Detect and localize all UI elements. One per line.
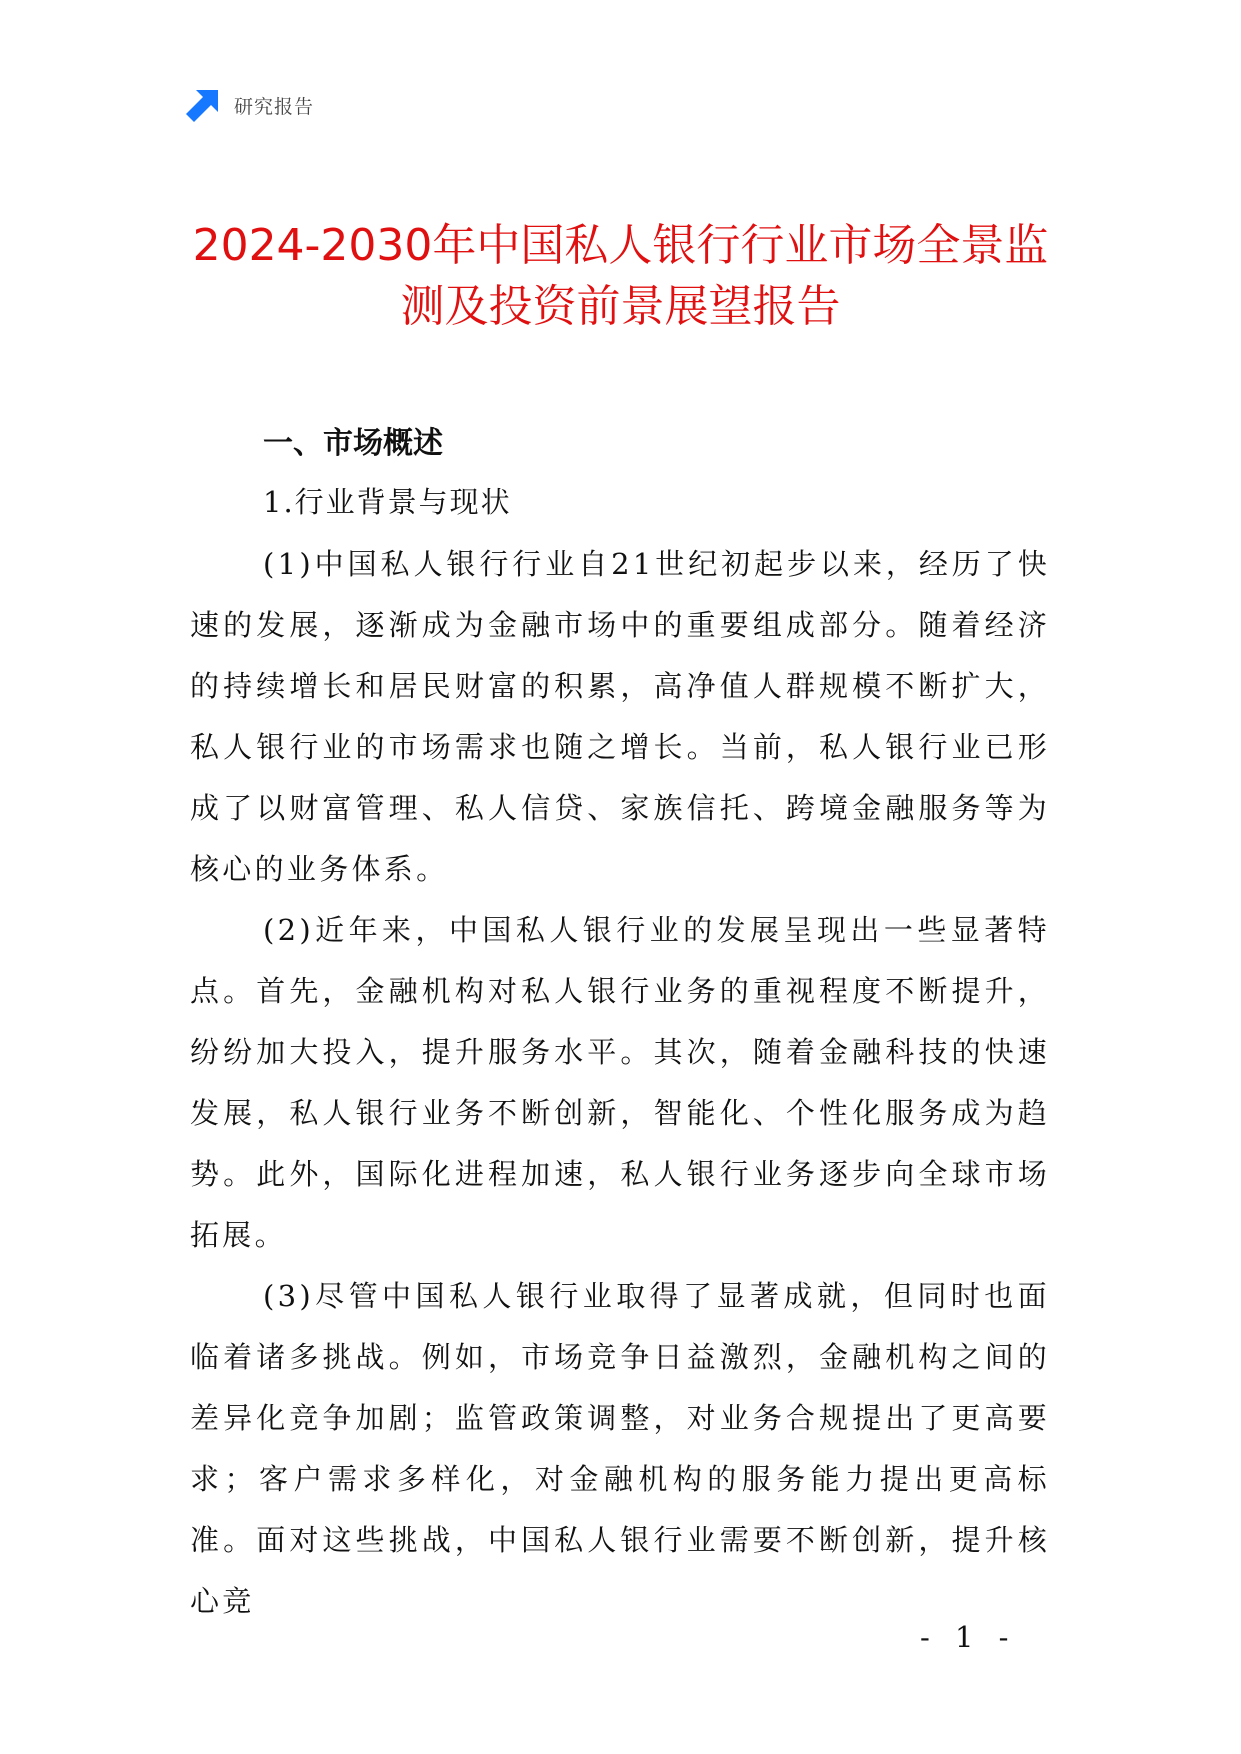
section-heading: 一、市场概述 [263, 426, 443, 461]
sub-heading: 1.行业背景与现状 [263, 485, 512, 519]
paragraph-3: (3)尽管中国私人银行业取得了显著成就，但同时也面临着诸多挑战。例如，市场竞争日益激烈，金融机构之间的差异化竞争加剧；监管政策调整，对业务合规提出了更高要求；客户需求多样化，对金融机构的服务能力提出更高标准。面对这些挑战，中国私人银行业需要不断创新，提升核心竞 [190, 1279, 1050, 1618]
paragraph-1: (1)中国私人银行行业自21世纪初起步以来，经历了快速的发展，逐渐成为金融市场中的重要组成部分。随着经济的持续增长和居民财富的积累，高净值人群规模不断扩大，私人银行业的市场需求也随之增长。当前，私人银行业已形成了以财富管理、私人信贷、家族信托、跨境金融服务等为核心的业务体系。 [190, 547, 1050, 886]
header-label: 研究报告 [234, 95, 315, 118]
arrow-up-right-icon [186, 88, 220, 122]
title-line-2: 测及投资前景展望报告 [400, 281, 841, 332]
title-line-1: 2024-2030年中国私人银行行业市场全景监 [192, 220, 1049, 271]
document-title [150, 215, 1091, 337]
body-text [190, 534, 1050, 1632]
paragraph-2: (2)近年来，中国私人银行业的发展呈现出一些显著特点。首先，金融机构对私人银行业务的重视程度不断提升，纷纷加大投入，提升服务水平。其次，随着金融科技的快速发展，私人银行业务不断创新，智能化、个性化服务成为趋势。此外，国际化进程加速，私人银行业务逐步向全球市场拓展。 [190, 913, 1050, 1252]
page-number: - 1 - [920, 1620, 1017, 1654]
report-header [186, 88, 314, 122]
